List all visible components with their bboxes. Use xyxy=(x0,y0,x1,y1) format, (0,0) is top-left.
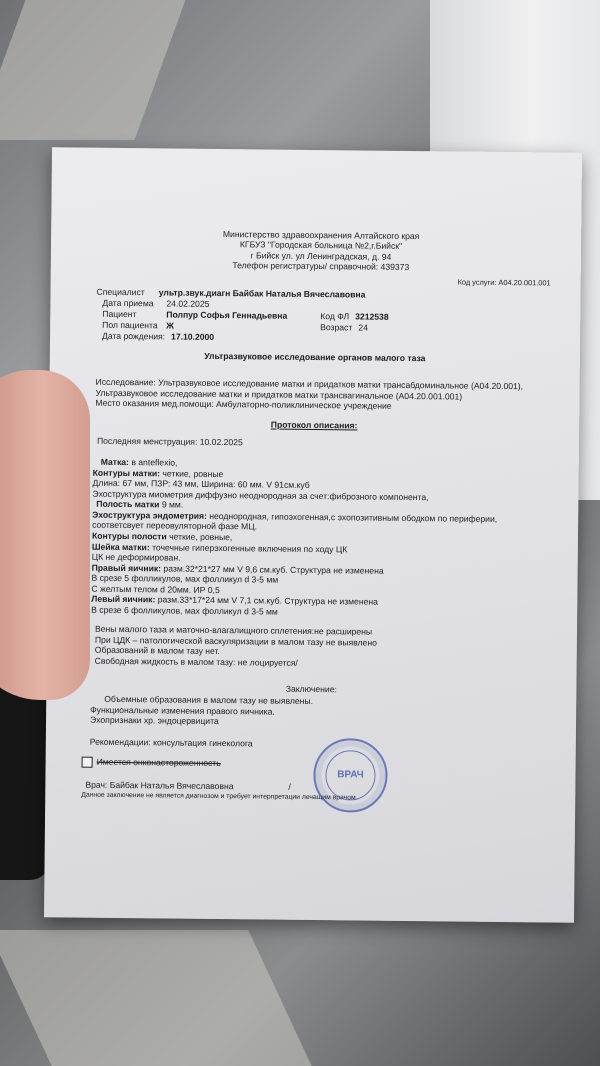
right-ovary-line-3: С желтым телом d 20мм. ИР 0,5 xyxy=(91,583,220,595)
left-ovary-value: разм.33*17*24 мм V 7,1 см.куб. Структура не изменена xyxy=(155,594,378,607)
signature-slash: / xyxy=(288,781,291,792)
doctor-stamp xyxy=(313,738,388,813)
conclusion-line-2: Функциональные изменения правого яичника. xyxy=(90,704,275,717)
specialist-value: ультр.звук.диагн Байбак Наталья Вячеславовна xyxy=(158,287,366,300)
cervix-value-2: ЦК не деформирован. xyxy=(91,551,181,563)
patient-value: Полпур Софья Геннадьевна xyxy=(166,309,288,321)
patient-info xyxy=(96,287,389,345)
cervix-label: Шейка матки: xyxy=(91,541,150,552)
left-ovary-label: Левый яичник: xyxy=(91,593,156,605)
date-label: Дата приема xyxy=(102,297,154,309)
patient-label: Пациент xyxy=(102,308,137,320)
code-fl-label: Код ФЛ xyxy=(320,311,350,322)
stamp-text: ВРАЧ xyxy=(337,769,364,781)
conclusion-line-1: Объемные образования в малом тазу не выявлены. xyxy=(104,693,314,707)
age-value: 24 xyxy=(358,322,368,333)
endometrium-value-2: соответсвует переовуляторной фазе МЦ. xyxy=(92,520,258,532)
exam-text: Исследование: Ультразвуковое исследование матки и придатков матки трансабдоминальное (А04.20.001), Ультразвуковое исследование матки и придатков матки трансвагинальное (А04.20.001.001) xyxy=(95,376,524,402)
date-value: 24.02.2025 xyxy=(166,298,210,309)
age-label: Возраст xyxy=(320,322,353,333)
endometrium-label: Эхоструктура эндометрия: xyxy=(92,509,207,521)
vessels-line-3: Образований в малом тазу нет. xyxy=(94,645,220,657)
header-address: г Бийск ул. ул Ленинградская, д. 94 xyxy=(250,249,392,262)
left-ovary-line-2: В срезе 6 фолликулов, мах фолликул d 3-5 мм xyxy=(91,604,278,617)
right-ovary-label: Правый яичник: xyxy=(91,562,162,574)
uterus-dimensions: Длина: 67 мм, ПЗР: 43 мм, Ширина: 60 мм. V 91см.куб xyxy=(92,477,310,491)
oncology-checkbox[interactable] xyxy=(82,757,93,768)
endometrium-value: неоднородная, гипоэхогенная,с эхопозитивным ободком по периферии, xyxy=(206,510,498,524)
vessels-line-1: Вены малого таза и маточно-влагалищного сплетения:не расширены xyxy=(94,623,373,637)
right-ovary-value: разм.32*21*27 мм V 9,6 см.куб. Структура не изменена xyxy=(161,563,384,576)
exam-block xyxy=(95,377,545,414)
oncology-checkbox-row xyxy=(82,757,221,769)
service-code: Код услуги: А04.20.001.001 xyxy=(457,277,551,288)
vessels-block xyxy=(91,624,521,671)
disclaimer: Данное заключение не является диагнозом и требует интерпретации лечащим врачом. xyxy=(81,791,358,802)
cervix-value: точечные гиперэхогенные включения по ходу ЦК xyxy=(149,541,348,554)
contours-label: Контуры матки: xyxy=(92,467,161,478)
uterus-label: Матка: xyxy=(100,456,130,468)
holding-hand xyxy=(0,370,90,700)
specialist-label: Специалист xyxy=(96,286,145,298)
dob-label: Дата рождения: xyxy=(102,330,166,342)
code-fl-value: 3212538 xyxy=(355,311,389,322)
vessels-line-4: Свободная жидкость в малом тазу: не лоцируется/ xyxy=(94,655,298,669)
uterus-value: в anteflexio, xyxy=(128,457,178,468)
header-phone: Телефон регистратуры/ справочной: 439373 xyxy=(232,260,410,272)
floor-tile xyxy=(0,0,185,140)
floor-tile xyxy=(0,930,312,1066)
sex-label: Пол пациента xyxy=(102,319,158,331)
last-menstruation: Последняя менструация: 10.02.2025 xyxy=(96,435,243,448)
vessels-line-2: При ЦДК – патологической васкуляризации в малом тазу не выявлено xyxy=(94,634,377,648)
recommendations: Рекомендации: консультация гинеколога xyxy=(89,736,253,749)
sex-value: Ж xyxy=(166,320,175,331)
doctor-line: Врач: Байбак Наталья Вячеславовна xyxy=(85,779,234,792)
oncology-checkbox-label: Имеется онконастороженность xyxy=(96,756,221,769)
cavity-label: Полость матки xyxy=(96,498,160,510)
cavity-value: 9 мм. xyxy=(159,499,184,510)
conclusion-block xyxy=(90,694,520,731)
document-header xyxy=(201,229,441,273)
right-ovary-line-2: В срезе 5 фолликулов, мах фолликул d 3-5 мм xyxy=(91,572,279,585)
dob-value: 17.10.2000 xyxy=(171,331,215,342)
cavity-contours-value: четкие, ровные, xyxy=(166,531,233,543)
protocol-title: Протокол описания: xyxy=(270,419,358,431)
conclusion-line-3: Эхопризнаки хр. эндоцервицита xyxy=(89,715,219,727)
header-ministry: Министерство здравоохранения Алтайского края xyxy=(222,229,420,242)
report-title: Ультразвуковое исследование органов малого таза xyxy=(204,350,426,364)
findings-body xyxy=(91,457,553,620)
cavity-contours-label: Контуры полости xyxy=(91,530,167,542)
myometrium: Эхоструктура миометрия диффузно неоднородная за счет:фиброзного компонента, xyxy=(92,488,429,502)
conclusion-title: Заключение: xyxy=(285,683,337,695)
stamp-inner xyxy=(325,750,376,801)
header-hospital: КГБУЗ "Городская больница №2,г.Бийск" xyxy=(239,239,403,252)
medical-report-sheet xyxy=(44,147,582,923)
place-text: Место оказания мед.помощи: Амбулаторно-поликлиническое учреждение xyxy=(95,398,392,412)
contours-value: четкие, ровные xyxy=(160,467,224,479)
